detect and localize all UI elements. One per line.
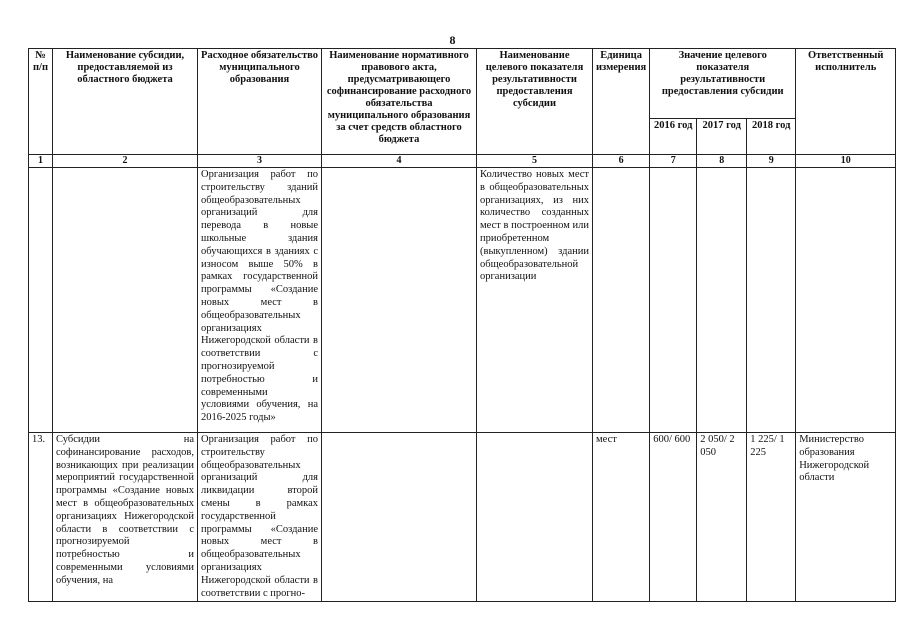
cell-executor (796, 168, 896, 433)
column-number: 8 (697, 155, 747, 168)
page-number: 8 (449, 33, 456, 47)
header-unit: Единица измерения (593, 49, 650, 155)
cell-subsidy (53, 168, 198, 433)
cell-obligation: Организация работ по строительству зданий общеобразовательных организаций для перевода в новые школьные здания обучающихся в зданиях с износом выше 50% в рамках государственной программы «Создание новых мест в общеобразовательных организациях Нижегородской области в соответствии с прогнозируемой потребностью и современными условиями обучения, на 2016-2025 годы» (198, 168, 322, 433)
column-number: 4 (322, 155, 477, 168)
header-executor: Ответственный исполнитель (796, 49, 896, 155)
subsidy-table (28, 48, 896, 602)
cell-value-2017: 2 050/ 2 050 (697, 433, 747, 602)
cell-num: 13. (29, 433, 53, 602)
header-indicator: Наименование целевого показателя результативности предоставления субсидии (477, 49, 593, 155)
cell-obligation: Организация работ по строительству общеобразовательных организаций для ликвидации второй смены в рамках государственной программы «Создание новых мест в общеобразовательных организациях Нижегородской области в соответствии с прогно- (198, 433, 322, 602)
header-year-2017: 2017 год (697, 119, 747, 155)
cell-value-2017 (697, 168, 747, 433)
column-number: 3 (198, 155, 322, 168)
header-subsidy: Наименование субсидии, предоставляемой из областного бюджета (53, 49, 198, 155)
cell-executor: Министерство образования Нижегородской области (796, 433, 896, 602)
table-row (29, 168, 896, 433)
column-number: 5 (477, 155, 593, 168)
header-year-2018: 2018 год (747, 119, 796, 155)
table-row (29, 433, 896, 602)
column-number: 2 (53, 155, 198, 168)
column-number: 10 (796, 155, 896, 168)
header-year-2016: 2016 год (650, 119, 697, 155)
column-number-row (29, 155, 896, 168)
cell-indicator (477, 433, 593, 602)
cell-unit: мест (593, 433, 650, 602)
cell-num (29, 168, 53, 433)
header-act: Наименование нормативного правового акта, предусматривающего софинансирование расходного обязательства муниципального образования за счет средств областного бюджета (322, 49, 477, 155)
cell-unit (593, 168, 650, 433)
header-values-group: Значение целевого показателя результативности предоставления субсидии (650, 49, 796, 119)
column-number: 6 (593, 155, 650, 168)
cell-indicator: Количество новых мест в общеобразовательных организациях, из них количество созданных мест в построенном или приобретенном (выкупленном) здании общеобразовательной организации (477, 168, 593, 433)
header-num: № п/п (29, 49, 53, 155)
cell-subsidy: Субсидии на софинансирование расходов, возникающих при реализации мероприятий государственной программы «Создание новых мест в общеобразовательных организациях Нижегородской области в соответствии с прогнозируемой потребностью и современными условиями обучения, на (53, 433, 198, 602)
cell-value-2016: 600/ 600 (650, 433, 697, 602)
cell-act (322, 433, 477, 602)
cell-value-2016 (650, 168, 697, 433)
cell-value-2018 (747, 168, 796, 433)
header-obligation: Расходное обязательство муниципального образования (198, 49, 322, 155)
column-number: 1 (29, 155, 53, 168)
cell-act (322, 168, 477, 433)
cell-value-2018: 1 225/ 1 225 (747, 433, 796, 602)
column-number: 7 (650, 155, 697, 168)
column-number: 9 (747, 155, 796, 168)
